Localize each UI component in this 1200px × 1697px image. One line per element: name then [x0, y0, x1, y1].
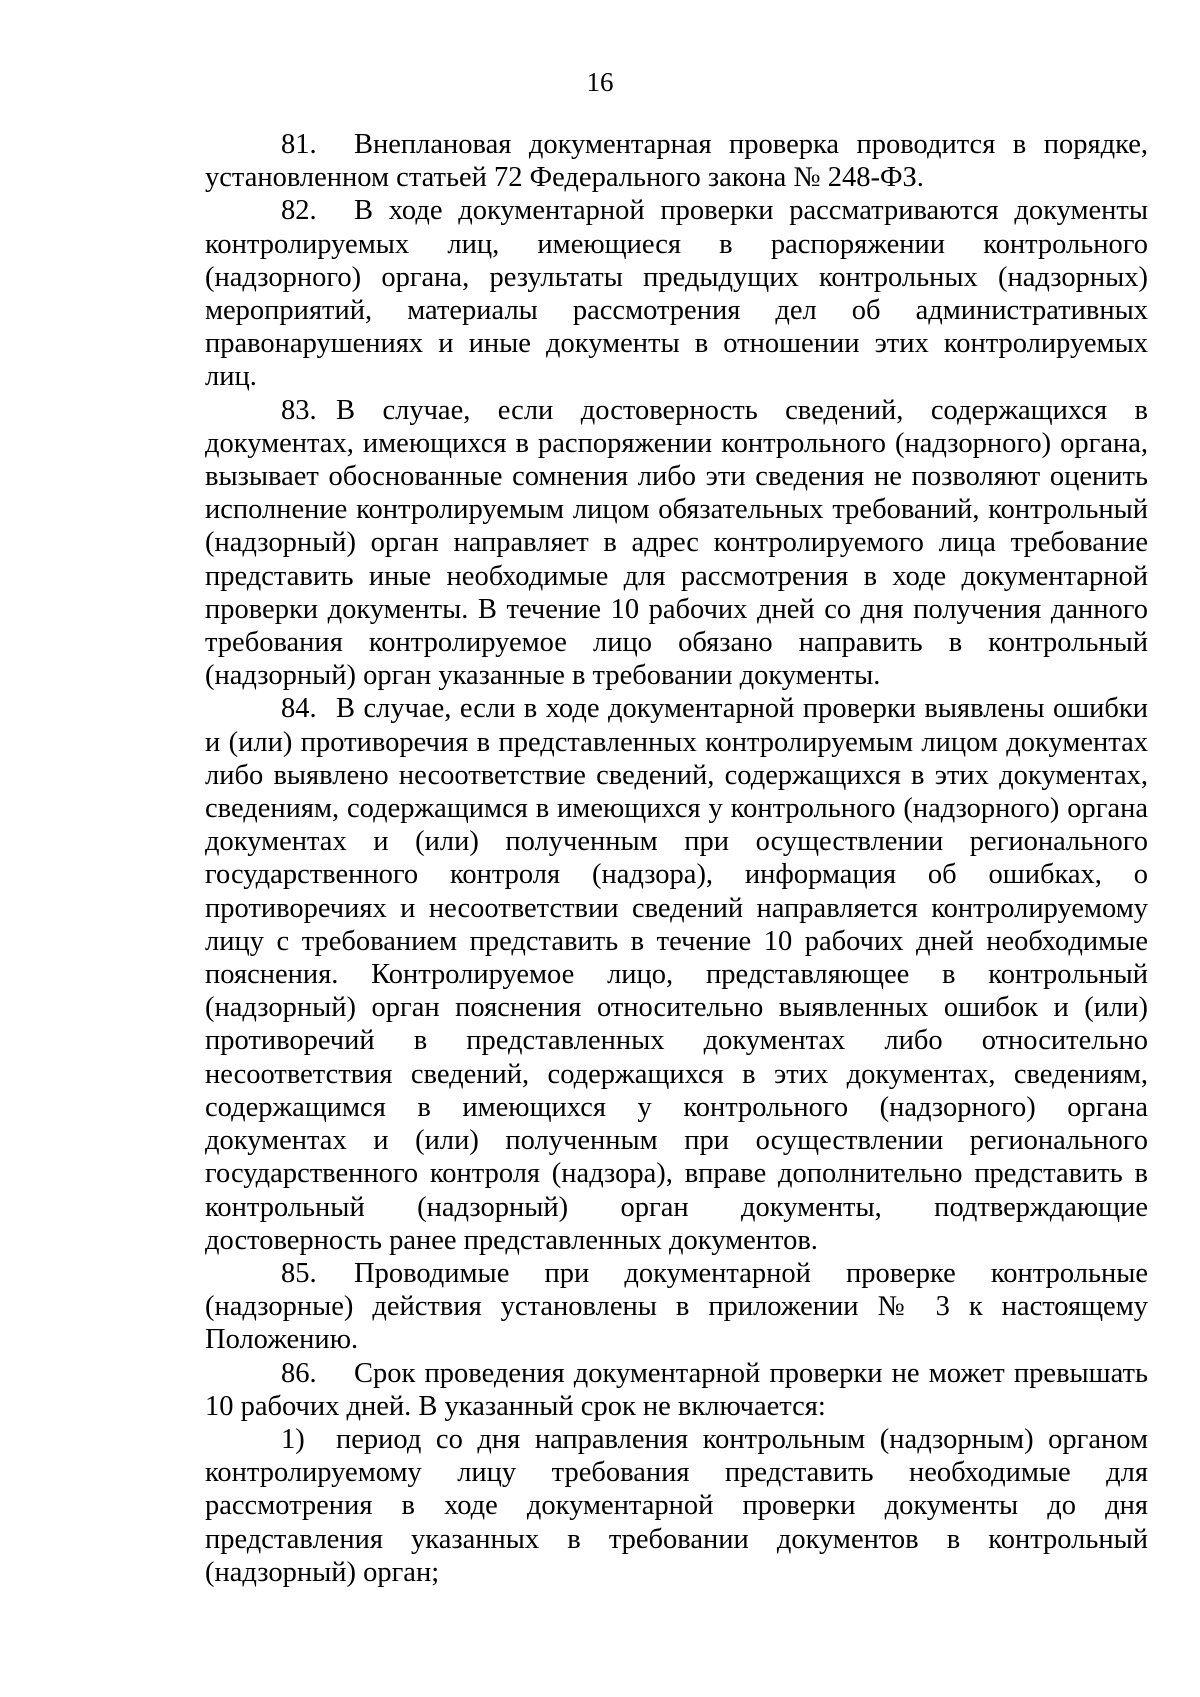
paragraph-text: В ходе документарной проверки рассматриваются документы контролируемых лиц, имеющиеся в распоряжении контрольного (надзорного) органа, результаты предыдущих контрольных (надзорных) мероприятий, материалы рассмотрения дел об административных правонарушениях и иные документы в отношении этих контролируемых лиц.: [205, 195, 1148, 393]
paragraph-82: [205, 194, 1148, 393]
page-number: 16: [586, 67, 614, 97]
paragraph-text: В случае, если в ходе документарной проверки выявлены ошибки и (или) противоречия в представленных контролируемым лицом документах либо выявлено несоответствие сведений, содержащихся в этих документах, сведениям, содержащимся в имеющихся у контрольного (надзорного) органа документах и (или) полученным при осуществлении регионального государственного контроля (надзора), информация об ошибках, о противоречиях и несоответствии сведений направляется контролируемому лицу с требованием представить в течение 10 рабочих дней необходимые пояснения. Контролируемое лицо, представляющее в контрольный (надзорный) орган пояснения относительно выявленных ошибок и (или) противоречий в представленных документах либо относительно несоответствия сведений, содержащихся в этих документах, сведениям, содержащимся в имеющихся у контрольного (надзорного) органа документах и (или) полученным при осуществлении регионального государственного контроля (надзора), вправе дополнительно представить в контрольный (надзорный) орган документы, подтверждающие достоверность ранее представленных документов.: [205, 693, 1148, 1256]
paragraph-number: 85.: [281, 1257, 317, 1289]
paragraph-number: 1): [281, 1423, 305, 1455]
paragraph-number: 84.: [281, 693, 317, 725]
paragraph-number: 81.: [281, 129, 317, 160]
paragraph-text: период со дня направления контрольным (надзорным) органом контролируемому лицу требования представить необходимые для рассмотрения в ходе документарной проверки документы до дня представления указанных в требовании документов в контрольный (надзорный) орган;: [205, 1423, 1148, 1588]
paragraph-number: 86.: [281, 1357, 317, 1389]
paragraph-83: [205, 394, 1148, 693]
paragraph-text: Проводимые при документарной проверке контрольные (надзорные) действия установлены в приложении № 3 к настоящему Положению.: [205, 1257, 1148, 1356]
document-body: [205, 128, 1148, 1589]
paragraph-85: [205, 1257, 1148, 1357]
paragraph-text: Внеплановая документарная проверка проводится в порядке, установленном статьей 72 Федерального закона № 248-ФЗ.: [205, 129, 1148, 194]
paragraph-81: [205, 128, 1148, 194]
paragraph-text: Срок проведения документарной проверки не может превышать 10 рабочих дней. В указанный срок не включается:: [205, 1357, 1148, 1422]
paragraph-number: 82.: [281, 195, 317, 227]
paragraph-86: [205, 1357, 1148, 1423]
subparagraph-1: [205, 1423, 1148, 1589]
paragraph-84: [205, 692, 1148, 1256]
paragraph-number: 83.: [281, 394, 317, 426]
paragraph-text: В случае, если достоверность сведений, содержащихся в документах, имеющихся в распоряжении контрольного (надзорного) органа, вызывает обоснованные сомнения либо эти сведения не позволяют оценить исполнение контролируемым лицом обязательных требований, контрольный (надзорный) орган направляет в адрес контролируемого лица требование представить иные необходимые для рассмотрения в ходе документарной проверки документы. В течение 10 рабочих дней со дня получения данного требования контролируемое лицо обязано направить в контрольный (надзорный) орган указанные в требовании документы.: [205, 394, 1148, 692]
